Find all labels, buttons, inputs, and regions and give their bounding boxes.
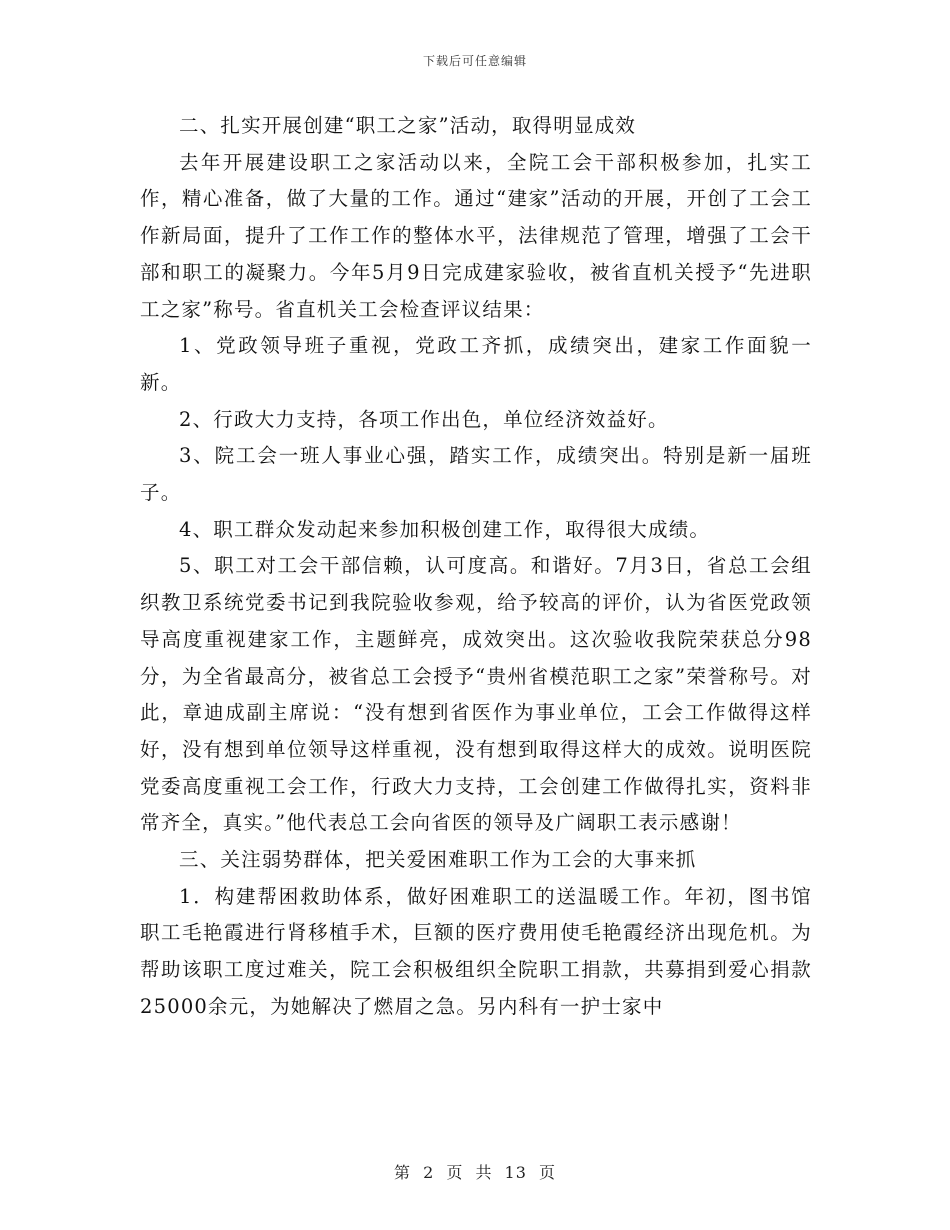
list-item: 5、职工对工会干部信赖，认可度高。和谐好。7月3日，省总工会组织教卫系统党委书记到我院验收参观，给予较高的评价，认为省医党政领导高度重视建家工作，主题鲜亮，成效突出。这次验收我院荣获总分98分，为全省最高分，被省总工会授予“贵州省模范职工之家”荣誉称号。对此，章迪成副主席说：“没有想到省医作为事业单位，工会工作做得这样好，没有想到单位领导这样重视，没有想到取得这样大的成效。说明医院党委高度重视工会工作，行政大力支持，工会创建工作做得扎实，资料非常齐全，真实。”他代表总工会向省医的领导及广阔职工表示感谢！ [140, 554, 812, 835]
body-paragraph: 1．构建帮困救助体系，做好困难职工的送温暖工作。年初，图书馆职工毛艳霞进行肾移植手术，巨额的医疗费用使毛艳霞经济出现危机。为帮助该职工度过难关，院工会积极组织全院职工捐款，共募捐到爱心捐款25000余元，为她解决了燃眉之急。另内科有一护士家中 [140, 884, 812, 1018]
list-item: 4、职工群众发动起来参加积极创建工作，取得很大成绩。 [179, 517, 711, 541]
list-item: 3、院工会一班人事业心强，踏实工作，成绩突出。特别是新一届班子。 [140, 444, 812, 505]
list-item: 2、行政大力支持，各项工作出色，单位经济效益好。 [179, 407, 669, 431]
page-footer: 第 2 页 共 13 页 [394, 1163, 556, 1182]
document-body [140, 108, 812, 1026]
section-heading: 三、关注弱势群体，把关爱困难职工作为工会的大事来抓 [179, 848, 697, 872]
page-header: 下载后可任意编辑 [422, 54, 527, 68]
body-paragraph: 去年开展建设职工之家活动以来，全院工会干部积极参加，扎实工作，精心准备，做了大量的工作。通过“建家”活动的开展，开创了工会工作新局面，提升了工作工作的整体水平，法律规范了管理，增强了工会干部和职工的凝聚力。今年5月9日完成建家验收，被省直机关授予“先进职工之家”称号。省直机关工会检查评议结果： [140, 150, 812, 321]
section-heading: 二、扎实开展创建“职工之家”活动，取得明显成效 [179, 114, 637, 137]
list-item: 1、党政领导班子重视，党政工齐抓，成绩突出，建家工作面貌一新。 [140, 334, 812, 394]
